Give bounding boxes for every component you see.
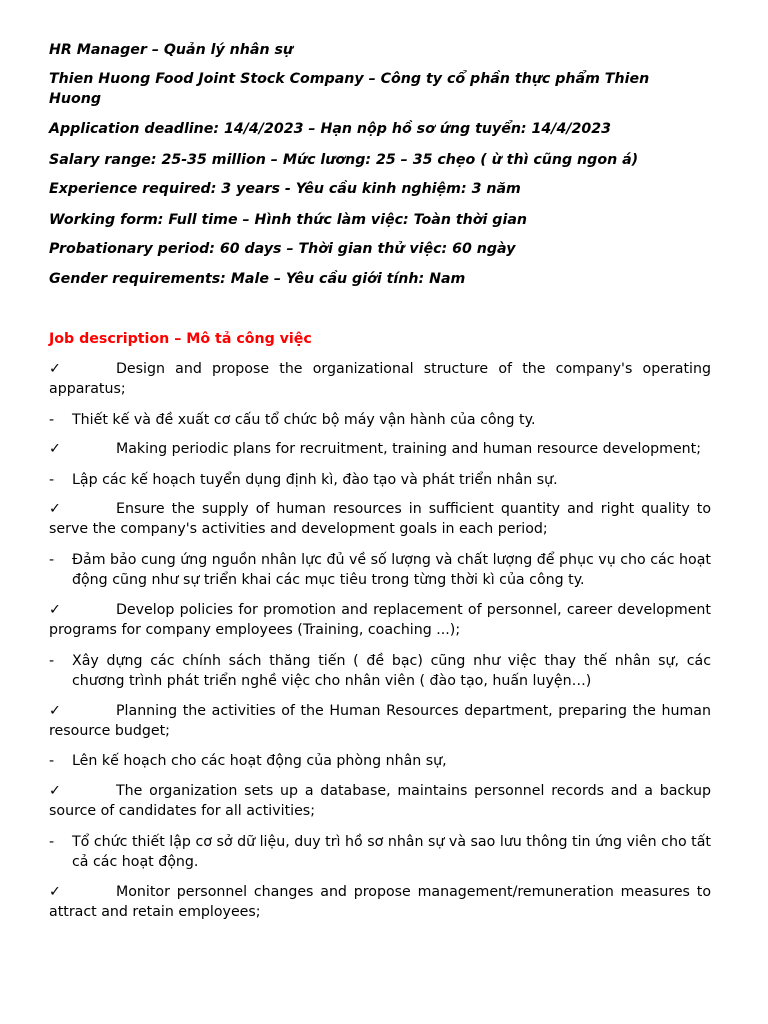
duty-text-en: Planning the activities of the Human Resources department, preparing the human resource budget;	[49, 703, 711, 739]
salary-range: Salary range: 25-35 million – Mức lương: 25 – 35 chẹo ( ừ thì cũng ngon á)	[49, 152, 639, 168]
dash-bullet-icon: -	[49, 412, 55, 428]
duty-text-en: Monitor personnel changes and propose management/remuneration measures to attract and retain employees;	[49, 884, 711, 920]
duty-item-vi	[49, 550, 711, 590]
duty-text-vi: Đảm bảo cung ứng nguồn nhân lực đủ về số lượng và chất lượng để phục vụ cho các hoạt động cũng như sự triển khai các mục tiêu trong từng thời kì của công ty.	[72, 552, 711, 588]
duty-text-en: Develop policies for promotion and replacement of personnel, career development programs for company employees (Training, coaching ...);	[49, 602, 711, 638]
dash-bullet-icon: -	[49, 653, 55, 669]
checkmark-icon: ✓	[49, 501, 61, 517]
duty-text-vi: Thiết kế và đề xuất cơ cấu tổ chức bộ máy vận hành của công ty.	[72, 412, 536, 428]
duty-item-en	[49, 701, 711, 741]
duty-item-vi	[49, 470, 711, 490]
probationary-period: Probationary period: 60 days – Thời gian thử việc: 60 ngày	[49, 241, 516, 257]
checkmark-icon: ✓	[49, 703, 61, 719]
dash-bullet-icon: -	[49, 472, 55, 488]
checkmark-icon: ✓	[49, 361, 61, 377]
checkmark-icon: ✓	[49, 602, 61, 618]
company-name: Thien Huong Food Joint Stock Company – Công ty cổ phần thực phẩm Thien Huong	[49, 71, 650, 107]
application-deadline: Application deadline: 14/4/2023 – Hạn nộp hồ sơ ứng tuyển: 14/4/2023	[49, 121, 612, 137]
dash-bullet-icon: -	[49, 552, 55, 568]
experience-required: Experience required: 3 years - Yêu cầu kinh nghiệm: 3 năm	[49, 181, 521, 197]
duty-text-vi: Lên kế hoạch cho các hoạt động của phòng nhân sự,	[72, 753, 447, 769]
duty-item-vi	[49, 410, 711, 430]
duty-item-en	[49, 882, 711, 922]
duty-item-en	[49, 359, 711, 399]
duty-text-en: Making periodic plans for recruitment, training and human resource development;	[116, 441, 702, 457]
duty-item-vi	[49, 751, 711, 771]
duty-item-en	[49, 499, 711, 539]
duty-text-en: Ensure the supply of human resources in sufficient quantity and right quality to serve the company's activities and development goals in each period;	[49, 501, 711, 537]
checkmark-icon: ✓	[49, 783, 61, 799]
gender-requirement: Gender requirements: Male – Yêu cầu giới tính: Nam	[49, 271, 466, 287]
duty-item-vi	[49, 832, 711, 872]
duty-text-vi: Tổ chức thiết lập cơ sở dữ liệu, duy trì hồ sơ nhân sự và sao lưu thông tin ứng viên cho tất cả các hoạt động.	[72, 834, 711, 870]
dash-bullet-icon: -	[49, 834, 55, 850]
job-description-heading: Job description – Mô tả công việc	[49, 331, 312, 347]
checkmark-icon: ✓	[49, 884, 61, 900]
checkmark-icon: ✓	[49, 441, 61, 457]
duty-item-en	[49, 600, 711, 640]
duty-text-en: The organization sets up a database, maintains personnel records and a backup source of candidates for all activities;	[49, 783, 711, 819]
duty-item-en	[49, 439, 711, 459]
duty-text-vi: Xây dựng các chính sách thăng tiến ( đề bạc) cũng như việc thay thế nhân sự, các chương trình phát triển nghề việc cho nhân viên ( đào tạo, huấn luyện…)	[72, 653, 711, 689]
working-form: Working form: Full time – Hình thức làm việc: Toàn thời gian	[49, 212, 528, 228]
dash-bullet-icon: -	[49, 753, 55, 769]
duty-text-vi: Lập các kế hoạch tuyển dụng định kì, đào tạo và phát triển nhân sự.	[72, 472, 558, 488]
duty-item-vi	[49, 651, 711, 691]
duty-item-en	[49, 781, 711, 821]
duty-text-en: Design and propose the organizational structure of the company's operating apparatus;	[49, 361, 711, 397]
job-title: HR Manager – Quản lý nhân sự	[49, 42, 294, 58]
